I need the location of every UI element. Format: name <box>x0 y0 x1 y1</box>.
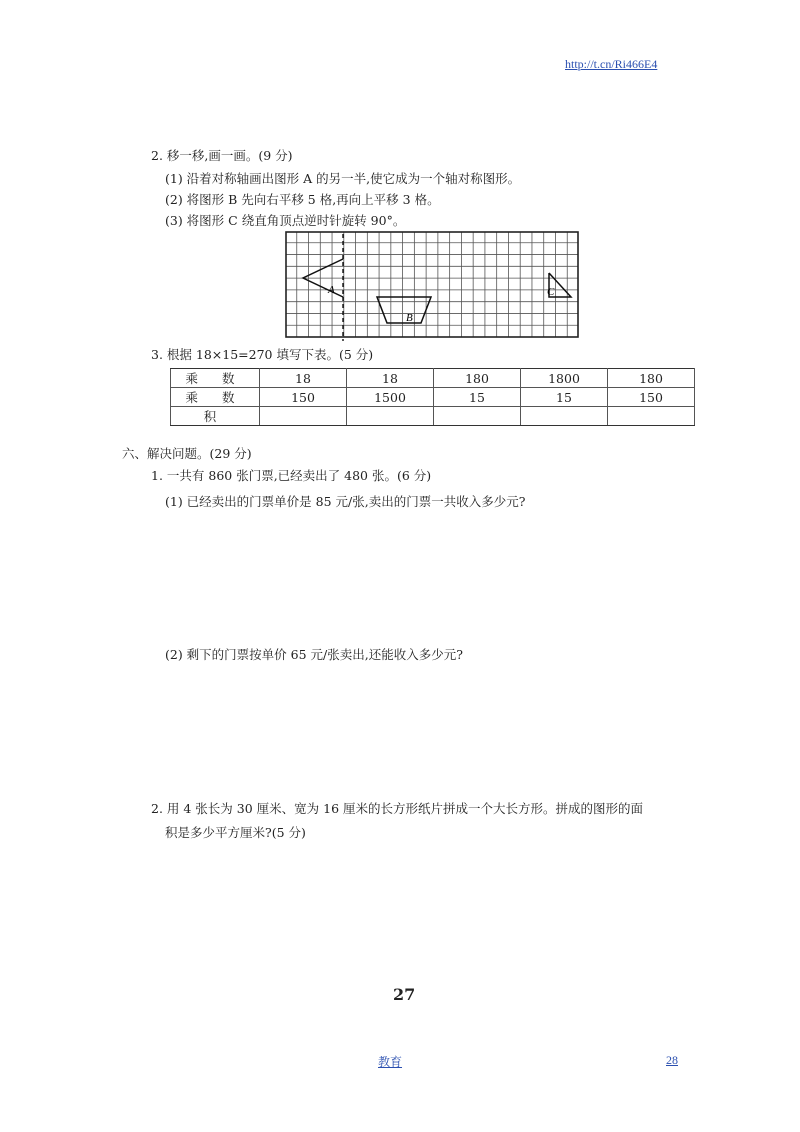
table-cell: 1500 <box>347 388 434 407</box>
multiplication-table <box>170 368 695 426</box>
table-row <box>171 407 695 426</box>
table-row <box>171 388 695 407</box>
row-header: 积 <box>171 407 260 426</box>
table-cell: 18 <box>260 369 347 388</box>
problem-1-sub-2: (2) 剩下的门票按单价 65 元/张卖出,还能收入多少元? <box>165 647 463 662</box>
grid-figure <box>285 231 579 341</box>
section6-title: 六、解决问题。(29 分) <box>122 446 252 461</box>
q2-title: 2. 移一移,画一画。(9 分) <box>151 148 293 163</box>
label-c: C <box>547 286 555 298</box>
footer-link-right[interactable]: 28 <box>666 1053 678 1067</box>
table-cell: 15 <box>434 388 521 407</box>
q2-item-2: (2) 将图形 B 先向右平移 5 格,再向上平移 3 格。 <box>165 192 440 207</box>
table-cell: 1800 <box>521 369 608 388</box>
answer-cell[interactable] <box>434 407 521 426</box>
page-number: 27 <box>393 985 416 1004</box>
answer-cell[interactable] <box>608 407 695 426</box>
answer-cell[interactable] <box>347 407 434 426</box>
answer-cell[interactable] <box>521 407 608 426</box>
problem-1-title: 1. 一共有 860 张门票,已经卖出了 480 张。(6 分) <box>151 468 432 483</box>
table-cell: 15 <box>521 388 608 407</box>
header-link[interactable]: http://t.cn/Ri466E4 <box>565 57 658 71</box>
table-cell: 150 <box>260 388 347 407</box>
problem-2-line-2: 积是多少平方厘米?(5 分) <box>165 825 306 840</box>
table-cell: 18 <box>347 369 434 388</box>
q3-title: 3. 根据 18×15=270 填写下表。(5 分) <box>151 347 374 362</box>
footer-link-left[interactable]: 教育 <box>378 1055 403 1069</box>
q2-item-3: (3) 将图形 C 绕直角顶点逆时针旋转 90°。 <box>165 213 406 228</box>
shape-b <box>377 297 431 323</box>
problem-2-line-1: 2. 用 4 张长为 30 厘米、宽为 16 厘米的长方形纸片拼成一个大长方形。拼成的图形的面 <box>151 801 644 816</box>
table-cell: 150 <box>608 388 695 407</box>
table-cell: 180 <box>434 369 521 388</box>
row-header: 乘 数 <box>171 369 260 388</box>
label-a: A <box>328 284 335 296</box>
answer-cell[interactable] <box>260 407 347 426</box>
q2-item-1: (1) 沿着对称轴画出图形 A 的另一半,使它成为一个轴对称图形。 <box>165 171 521 186</box>
problem-1-sub-1: (1) 已经卖出的门票单价是 85 元/张,卖出的门票一共收入多少元? <box>165 494 526 509</box>
table-row <box>171 369 695 388</box>
table-cell: 180 <box>608 369 695 388</box>
label-b: B <box>406 312 413 324</box>
row-header: 乘 数 <box>171 388 260 407</box>
